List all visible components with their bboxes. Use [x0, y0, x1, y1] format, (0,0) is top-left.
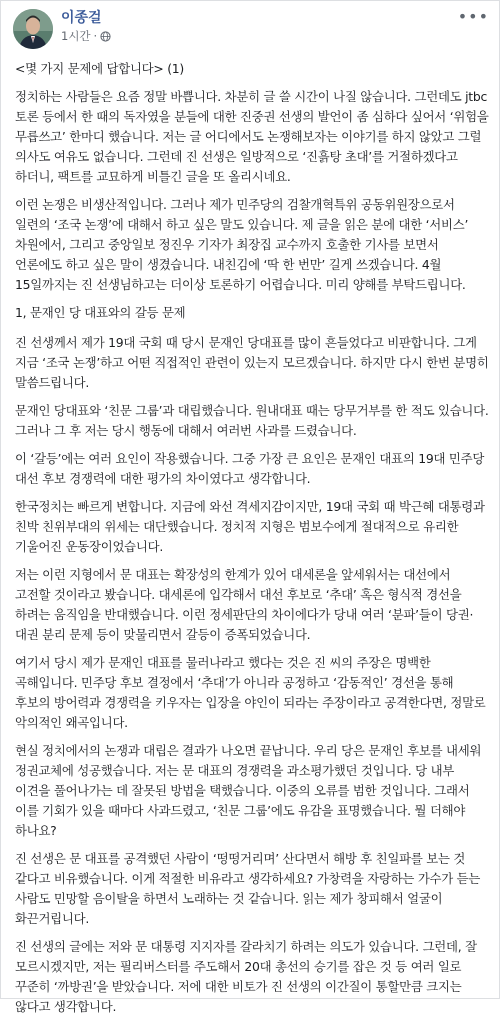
meta-separator: ·	[93, 29, 98, 43]
more-options-icon[interactable]: •••	[457, 7, 489, 26]
post-paragraph: 현실 정치에서의 논쟁과 대립은 결과가 나오면 끝납니다. 우리 당은 문재인 후보를 내세워 정권교체에 성공했습니다. 저는 문 대표의 경쟁력을 과소평가했던 것입니다. 당 내부 이견을 풀어나가는 데 잘못된 방법을 택했습니다. 이중의 오류를 범한 것입니다. 그래서 이를 기회가 있을 때마다 사과드렸고, ‘친문 그룹’에도 유감을 표명했습니다. 뭘 더해야 하나요?	[15, 743, 482, 838]
post-paragraph: 진 선생께서 제가 19대 국회 때 당시 문재인 당대표를 많이 흔들었다고 비판합니다. 그게 지금 ‘조국 논쟁’하고 어떤 직접적인 관련이 있는지 모르겠습니다. 하지만 다시 한번 분명히 말씀드립니다.	[15, 335, 489, 390]
post-paragraph: 저는 이런 지형에서 문 대표는 확장성의 한계가 있어 대세론을 앞세워서는 대선에서 고전할 것이라고 봤습니다. 대세론에 입각해서 대선 후보로 ‘추대’ 혹은 형식적 경선을 하려는 움직임을 반대했습니다. 이런 정세판단의 차이에다가 당내 여러 ‘분파’들이 당권·대권 분리 문제 등이 맞물리면서 갈등이 증폭되었습니다.	[15, 567, 474, 642]
post-paragraph: 한국정치는 빠르게 변합니다. 지금에 와선 격세지감이지만, 19대 국회 때 박근혜 대통령과 친박 친위부대의 위세는 대단했습니다. 정치적 지형은 범보수에게 절대적으로 유리한 기울어진 운동장이었습니다.	[15, 499, 485, 554]
post-timestamp[interactable]: 1시간	[61, 29, 91, 43]
avatar-image	[13, 9, 53, 49]
author-name[interactable]: 이종걸	[61, 10, 102, 26]
post-body	[15, 59, 489, 1025]
post-paragraph: 여기서 당시 제가 문재인 대표를 물러나라고 했다는 것은 진 씨의 주장은 명백한 곡해입니다. 민주당 후보 결정에서 ‘추대’가 아니라 공정하고 ‘감동적인’ 경선을 통해 후보의 방어력과 경쟁력을 키우자는 입장을 야인이 되라는 주장이라고 공격한다면, 정말로 악의적인 왜곡입니다.	[15, 655, 486, 730]
post-paragraph: 정치하는 사람들은 요즘 정말 바쁩니다. 차분히 글 쓸 시간이 나질 않습니다. 그런데도 jtbc 토론 등에서 한 때의 독자였을 분들에 대한 진중권 선생의 발언이 좀 심하다 싶어서 ‘위험을 무릅쓰고’ 한마디 했습니다. 저는 글 어디에서도 논쟁해보자는 이야기를 하지 않았고 그럴 의사도 여유도 없습니다. 그런데 진 선생은 일방적으로 ‘진흙탕 초대’를 거절하겠다고 하더니, 팩트를 교묘하게 비틀긴 글을 또 올리시네요.	[15, 89, 489, 184]
section-heading: 1, 문재인 당 대표와의 갈등 문제	[15, 305, 186, 320]
post-header	[1, 1, 500, 51]
post-paragraph: 진 선생은 문 대표를 공격했던 사람이 ‘떵떵거리며’ 산다면서 해방 후 친일파를 보는 것 같다고 비유했습니다. 이게 적절한 비유라고 생각하세요? 가창력을 자랑하는 가수가 듣는 사람도 민망할 음이탈을 하면서 노래하는 것 같습니다. 읽는 제가 창피해서 얼굴이 화끈거립니다.	[15, 851, 481, 926]
globe-icon[interactable]	[100, 31, 111, 42]
post-paragraph: <몇 가지 문제에 답합니다> (1)	[15, 61, 185, 76]
post-paragraph: 문재인 당대표와 ‘친문 그룹’과 대립했습니다. 원내대표 때는 당무거부를 한 적도 있습니다. 그러나 그 후 저는 당시 행동에 대해서 여러번 사과를 드렸습니다.	[15, 403, 489, 438]
post-paragraph: 진 선생의 글에는 저와 문 대통령 지지자를 갈라치기 하려는 의도가 있습니다. 그런데, 잘 모르시겠지만, 저는 필리버스터를 주도해서 20대 총선의 승기를 잡은 것 등 여러 일로 꾸준히 ‘까방권’을 받았습니다. 저에 대한 비토가 진 선생의 이간질이 통할만큼 크지는 않다고 생각합니다.	[15, 939, 477, 1014]
post-meta	[61, 29, 111, 43]
post-paragraph: 이런 논쟁은 비생산적입니다. 그러나 제가 민주당의 검찰개혁특위 공동위원장으로서 일련의 ‘조국 논쟁’에 대해서 하고 싶은 말도 있습니다. 제 글을 읽은 분에 대한 ‘서비스’ 차원에서, 그리고 중앙일보 정진우 기자가 최장집 교수까지 호출한 기사를 보면서 언론에도 하고 싶은 말이 생겼습니다. 내친김에 ‘딱 한 번만’ 길게 쓰겠습니다. 4월 15일까지는 진 선생님하고는 더이상 토론하기 어렵습니다. 미리 양해를 부탁드립니다.	[15, 197, 469, 292]
post-paragraph: 이 ‘갈등’에는 여러 요인이 작용했습니다. 그중 가장 큰 요인은 문재인 대표의 19대 민주당 대선 후보 경쟁력에 대한 평가의 차이였다고 생각합니다.	[15, 451, 485, 486]
author-avatar[interactable]	[13, 9, 53, 49]
